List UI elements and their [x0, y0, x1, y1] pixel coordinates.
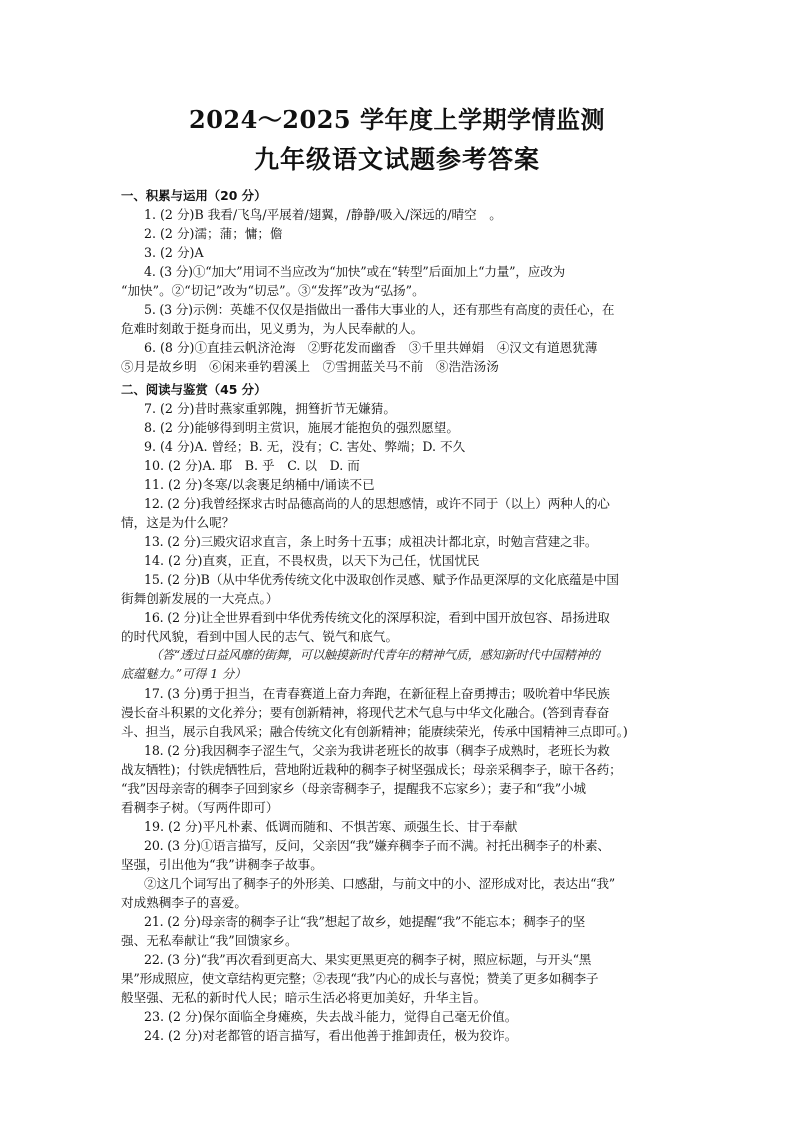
scoring-note: （答“透过日益风靡的街舞，可以触摸新时代青年的精神气质，感知新时代中国精神的 — [150, 648, 600, 662]
answer-line: 看稠李子树。（写两件即可） — [121, 800, 279, 815]
answer-line: 坚强，引出他为“我”讲稠李子故事。 — [121, 857, 323, 872]
section-heading-accumulation: 一、积累与运用（20 分） — [121, 188, 267, 203]
answer-line: “我”因母亲寄的稠李子回到家乡（母亲寄稠李子，提醒我不忘家乡）；妻子和“我”小城 — [121, 781, 586, 796]
answer-line: 的时代风貌，看到中国人民的志气、锐气和底气。 — [121, 629, 399, 644]
answer-line: 19. (2 分)平凡朴素、低调而随和、不惧苦寒、顽强生长、甘于奉献 — [144, 819, 518, 834]
answer-line: 5. (3 分)示例：英雄不仅仅是指做出一番伟大事业的人，还有那些有高度的责任心，在 — [144, 302, 615, 317]
scoring-note: 底蕴魅力。”可得 1 分） — [121, 667, 247, 681]
answer-line: 4. (3 分)①“加大”用词不当应改为“加快”或在“转型”后面加上“力量”，应改为 — [144, 264, 565, 279]
answer-line: 斗、担当，展示自我风采；融合传统文化有创新精神；能赓续荣光，传承中国精神三点即可。) — [121, 724, 628, 739]
answer-line: 15. (2 分)B（从中华优秀传统文化中汲取创作灵感、赋予作品更深厚的文化底蕴是中国 — [144, 572, 619, 587]
answer-line: 17. (3 分)勇于担当，在青春赛道上奋力奔跑，在新征程上奋勇搏击；吸吮着中华民族 — [144, 686, 610, 701]
answer-line: 7. (2 分)昔时燕家重郭隗，拥篲折节无嫌猜。 — [144, 401, 396, 416]
answer-line: 情，这是为什么呢？ — [121, 515, 235, 530]
answer-line: 3. (2 分)A — [144, 245, 204, 260]
answer-line: 果”形成照应，使文章结构更完整；②表现“我”内心的成长与喜悦；赞美了更多如稠李子 — [121, 971, 599, 986]
answer-line: 21. (2 分)母亲寄的稠李子让“我”想起了故乡，她提醒“我”不能忘本；稠李子的坚 — [144, 914, 586, 929]
answer-line: 强、无私奉献让“我”回馈家乡。 — [121, 933, 298, 948]
answer-line: 街舞创新发展的一大亮点。） — [121, 591, 279, 606]
answer-line: 9. (4 分)A. 曾经；B. 无，没有；C. 害处、弊端；D. 不久 — [144, 439, 466, 454]
page-subtitle: 九年级语文试题参考答案 — [253, 145, 540, 174]
answer-line: 23. (2 分)保尔面临全身瘫痪，失去战斗能力，觉得自己毫无价值。 — [144, 1009, 518, 1024]
answer-line: 1. (2 分)B 我看/飞鸟/平展着/翅翼，/静静/吸入/深远的/晴空 。 — [144, 207, 502, 222]
section-heading-reading: 二、阅读与鉴赏（45 分） — [121, 382, 267, 397]
answer-line: 对成熟稠李子的喜爱。 — [121, 895, 247, 910]
answer-line: 漫长奋斗积累的文化养分；要有创新精神，将现代艺术气息与中华文化融合。(答到青春奋 — [121, 705, 610, 720]
page-title: 2024～2025 学年度上学期学情监测 — [189, 105, 605, 134]
answer-line: 13. (2 分)三殿灾诏求直言，条上时务十五事；成祖决计都北京，时勉言营建之非。 — [144, 534, 598, 549]
answer-line: 12. (2 分)我曾经探求古时品德高尚的人的思想感情，或许不同于（以上）两种人的心 — [144, 496, 610, 511]
answer-line: ⑤月是故乡明 ⑥闲来垂钓碧溪上 ⑦雪拥蓝关马不前 ⑧浩浩汤汤 — [121, 359, 499, 374]
answer-line: 2. (2 分)濡；蒲；慵；儋 — [144, 226, 283, 241]
answer-line: 22. (3 分)“我”再次看到更高大、果实更黑更亮的稠李子树，照应标题，与开头“黑 — [144, 952, 592, 967]
answer-line: 战友牺牲)；付铁虎牺牲后，营地附近栽种的稠李子树坚强成长；母亲采稠李子，晾干各药； — [121, 762, 622, 777]
answer-line: 般坚强、无私的新时代人民；暗示生活必将更加美好，升华主旨。 — [121, 990, 487, 1005]
answer-line: 10. (2 分)A. 耶 B. 乎 C. 以 D. 而 — [144, 458, 360, 473]
answer-line: 24. (2 分)对老都管的语言描写，看出他善于推卸责任，极为狡诈。 — [144, 1028, 518, 1043]
answer-line: 14. (2 分)直爽，正直，不畏权贵，以天下为己任，忧国忧民 — [144, 553, 480, 568]
answer-line: 16. (2 分)让全世界看到中华优秀传统文化的深厚积淀，看到中国开放包容、昂扬进取 — [144, 610, 610, 625]
answer-line: 18. (2 分)我因稠李子涩生气，父亲为我讲老班长的故事（稠李子成熟时，老班长为救 — [144, 743, 610, 758]
answer-line: 11. (2 分)冬寒/以衾裹足纳桶中/诵读不已 — [144, 477, 375, 492]
answer-line: 8. (2 分)能够得到明主赏识，施展才能抱负的强烈愿望。 — [144, 420, 459, 435]
answer-line: 危难时刻敢于挺身而出，见义勇为，为人民奉献的人。 — [121, 321, 424, 336]
answer-line: 20. (3 分)①语言描写，反问，父亲因“我”嫌弃稠李子而不满。衬托出稠李子的朴素、 — [144, 838, 610, 853]
answer-line: ②这几个词写出了稠李子的外形美、口感甜，与前文中的小、涩形成对比，表达出“我” — [144, 876, 616, 891]
answer-line: 6. (8 分)①直挂云帆济沧海 ②野花发而幽香 ③千里共婵娟 ④汉文有道恩犹薄 — [144, 340, 598, 355]
answer-line: “加快”。②“切记”改为“切忌”。③“发挥”改为“弘扬”。 — [121, 283, 425, 298]
